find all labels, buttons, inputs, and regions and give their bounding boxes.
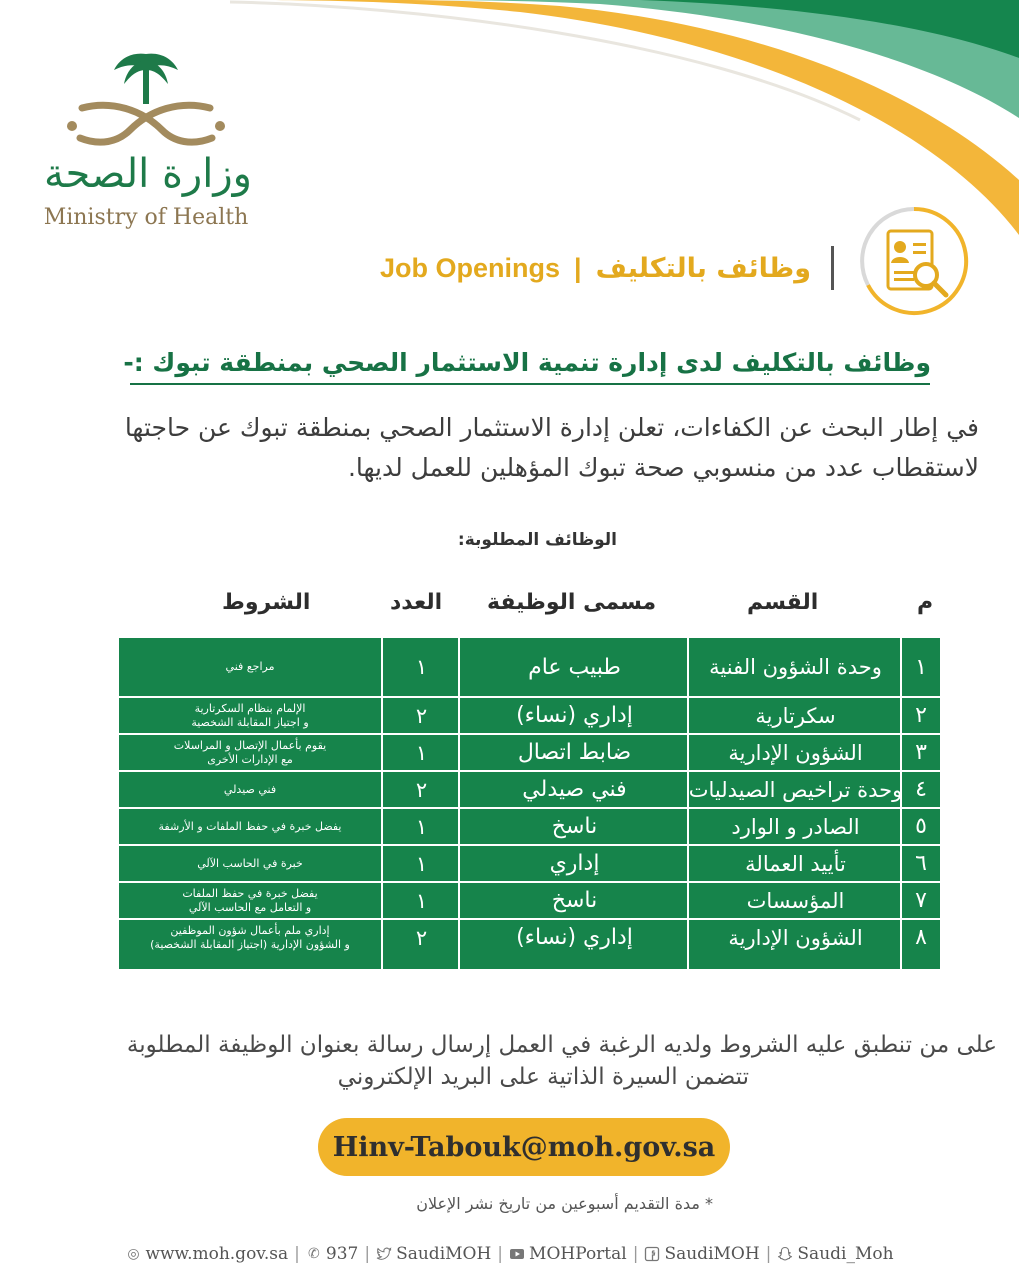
- header-job-title: مسمى الوظيفة: [487, 590, 657, 615]
- footer-facebook[interactable]: [638, 1244, 765, 1264]
- heading-english: Job Openings: [380, 252, 561, 283]
- cell-number: ٦: [915, 851, 927, 876]
- cell-conditions: خبرة في الحاسب الآلي: [197, 856, 303, 870]
- footer-snapchat-text: Saudi_Moh: [797, 1244, 894, 1264]
- footer-phone[interactable]: [300, 1244, 364, 1264]
- apply-instructions-line2: تتضمن السيرة الذاتية على البريد الإلكتروني: [337, 1064, 749, 1090]
- footer-facebook-text: SaudiMOH: [664, 1244, 760, 1264]
- cell-department: الشؤون الإدارية: [728, 925, 863, 950]
- footer-website[interactable]: [119, 1244, 294, 1264]
- footer-youtube[interactable]: [503, 1244, 633, 1264]
- cell-conditions: يقوم بأعمال الإتصال و المراسلات مع الإدارات الأخرى: [173, 738, 327, 766]
- cell-conditions: يفضل خبرة في حفظ الملفات و الأرشفة: [158, 819, 342, 833]
- heading-arabic: وظائف بالتكليف: [595, 252, 811, 284]
- footer-contacts: [0, 1240, 1019, 1268]
- cell-department: الصادر و الوارد: [731, 814, 860, 839]
- footer-separator: |: [364, 1244, 371, 1264]
- footer-separator: |: [632, 1244, 639, 1264]
- table-row: [119, 920, 940, 955]
- cell-department: سكرتارية: [755, 703, 836, 728]
- footer-website-text: www.moh.gov.sa: [145, 1244, 289, 1264]
- footer-twitter[interactable]: [370, 1244, 497, 1264]
- table-row: [119, 638, 940, 696]
- footer-separator: |: [765, 1244, 772, 1264]
- moh-logo-emblem: [62, 48, 230, 158]
- cell-job-title: إداري: [549, 851, 600, 876]
- section-title-underline: [130, 383, 930, 385]
- cell-number: ٤: [915, 777, 927, 802]
- header-number: م: [917, 590, 934, 615]
- table-row: [119, 698, 940, 733]
- footer-snapchat[interactable]: [771, 1244, 899, 1264]
- table-row: [119, 809, 940, 844]
- cell-department: وحدة تراخيص الصيدليات: [688, 777, 903, 802]
- intro-paragraph: في إطار البحث عن الكفاءات، تعلن إدارة الاستثمار الصحي بمنطقة تبوك عن حاجتها لاستقطاب عدد من منسوبي صحة تبوك المؤهلين للعمل لديها.: [124, 413, 979, 482]
- cell-number: ٧: [915, 888, 927, 913]
- cell-job-title: ضابط اتصال: [517, 740, 632, 765]
- heading-separator: |: [574, 252, 582, 283]
- application-period-note: * مدة التقديم أسبوعين من تاريخ نشر الإعلان: [416, 1194, 713, 1213]
- resume-search-icon: [858, 205, 970, 317]
- cell-number: ٥: [915, 814, 927, 839]
- cell-job-title: فني صيدلي: [522, 777, 627, 802]
- cell-conditions: الإلمام بنظام السكرتارية و اجتياز المقابلة الشخصية: [191, 701, 309, 729]
- facebook-icon: [644, 1246, 660, 1262]
- cell-number: ١: [915, 654, 927, 680]
- email-address-button[interactable]: Hinv-Tabouk@moh.gov.sa: [318, 1118, 730, 1176]
- footer-youtube-text: MOHPortal: [529, 1244, 627, 1264]
- header-department: القسم: [747, 590, 819, 615]
- youtube-icon: [509, 1246, 525, 1262]
- footer-separator: |: [294, 1244, 300, 1264]
- cell-count: ٢: [415, 777, 428, 802]
- cell-department: تأييد العمالة: [745, 851, 846, 876]
- section-title: وظائف بالتكليف لدى إدارة تنمية الاستثمار الصحي بمنطقة تبوك :-: [123, 348, 931, 377]
- cell-department: المؤسسات: [746, 888, 845, 913]
- footer-separator: |: [497, 1244, 504, 1264]
- jobs-table: [119, 636, 940, 969]
- cell-count: ١: [415, 851, 428, 876]
- moh-logo-english: Ministry of Health: [43, 205, 249, 230]
- snapchat-icon: [777, 1246, 793, 1262]
- cell-job-title: ناسخ: [551, 888, 598, 913]
- cell-count: ١: [415, 888, 428, 913]
- required-jobs-label: الوظائف المطلوبة:: [457, 530, 617, 550]
- footer-twitter-text: SaudiMOH: [396, 1244, 492, 1264]
- phone-icon: ✆: [308, 1246, 320, 1262]
- cell-number: ٣: [915, 740, 927, 765]
- cell-count: ١: [415, 814, 428, 839]
- header-conditions: الشروط: [222, 590, 311, 615]
- cell-conditions: إداري ملم بأعمال شؤون الموظفين و الشؤون الإدارية (اجتياز المقابلة الشخصية): [150, 923, 350, 951]
- cell-conditions: مراجع فني: [225, 660, 275, 673]
- heading-divider: [831, 246, 834, 290]
- cell-conditions: فني صيدلي: [223, 782, 277, 796]
- cell-job-title: طبيب عام: [528, 654, 621, 680]
- twitter-icon: [376, 1246, 392, 1262]
- cell-count: ١: [415, 740, 428, 765]
- cell-department: وحدة الشؤون الفنية: [709, 655, 882, 679]
- cell-job-title: إداري (نساء): [516, 925, 633, 950]
- globe-icon: ◎: [127, 1246, 140, 1262]
- cell-job-title: ناسخ: [551, 814, 598, 839]
- footer-phone-text: 937: [325, 1244, 359, 1264]
- cell-count: ٢: [415, 925, 428, 950]
- job-openings-heading: [380, 244, 834, 292]
- cell-job-title: إداري (نساء): [516, 703, 633, 728]
- table-row: [119, 846, 940, 881]
- header-count: العدد: [390, 590, 443, 615]
- cell-number: ٢: [915, 703, 927, 728]
- apply-instructions-line1: على من تنطبق عليه الشروط ولديه الرغبة في العمل إرسال رسالة بعنوان الوظيفة المطلوبة: [126, 1032, 997, 1058]
- table-row: [119, 735, 940, 770]
- table-row: [119, 883, 940, 918]
- cell-conditions: يفضل خبرة في حفظ الملفات و التعامل مع الحاسب الآلي: [182, 886, 318, 914]
- cell-count: ١: [415, 655, 428, 679]
- cell-count: ٢: [415, 703, 428, 728]
- cell-number: ٨: [915, 925, 927, 950]
- table-row: [119, 772, 940, 807]
- moh-logo-arabic: وزارة الصحة: [44, 151, 252, 197]
- cell-department: الشؤون الإدارية: [728, 740, 863, 765]
